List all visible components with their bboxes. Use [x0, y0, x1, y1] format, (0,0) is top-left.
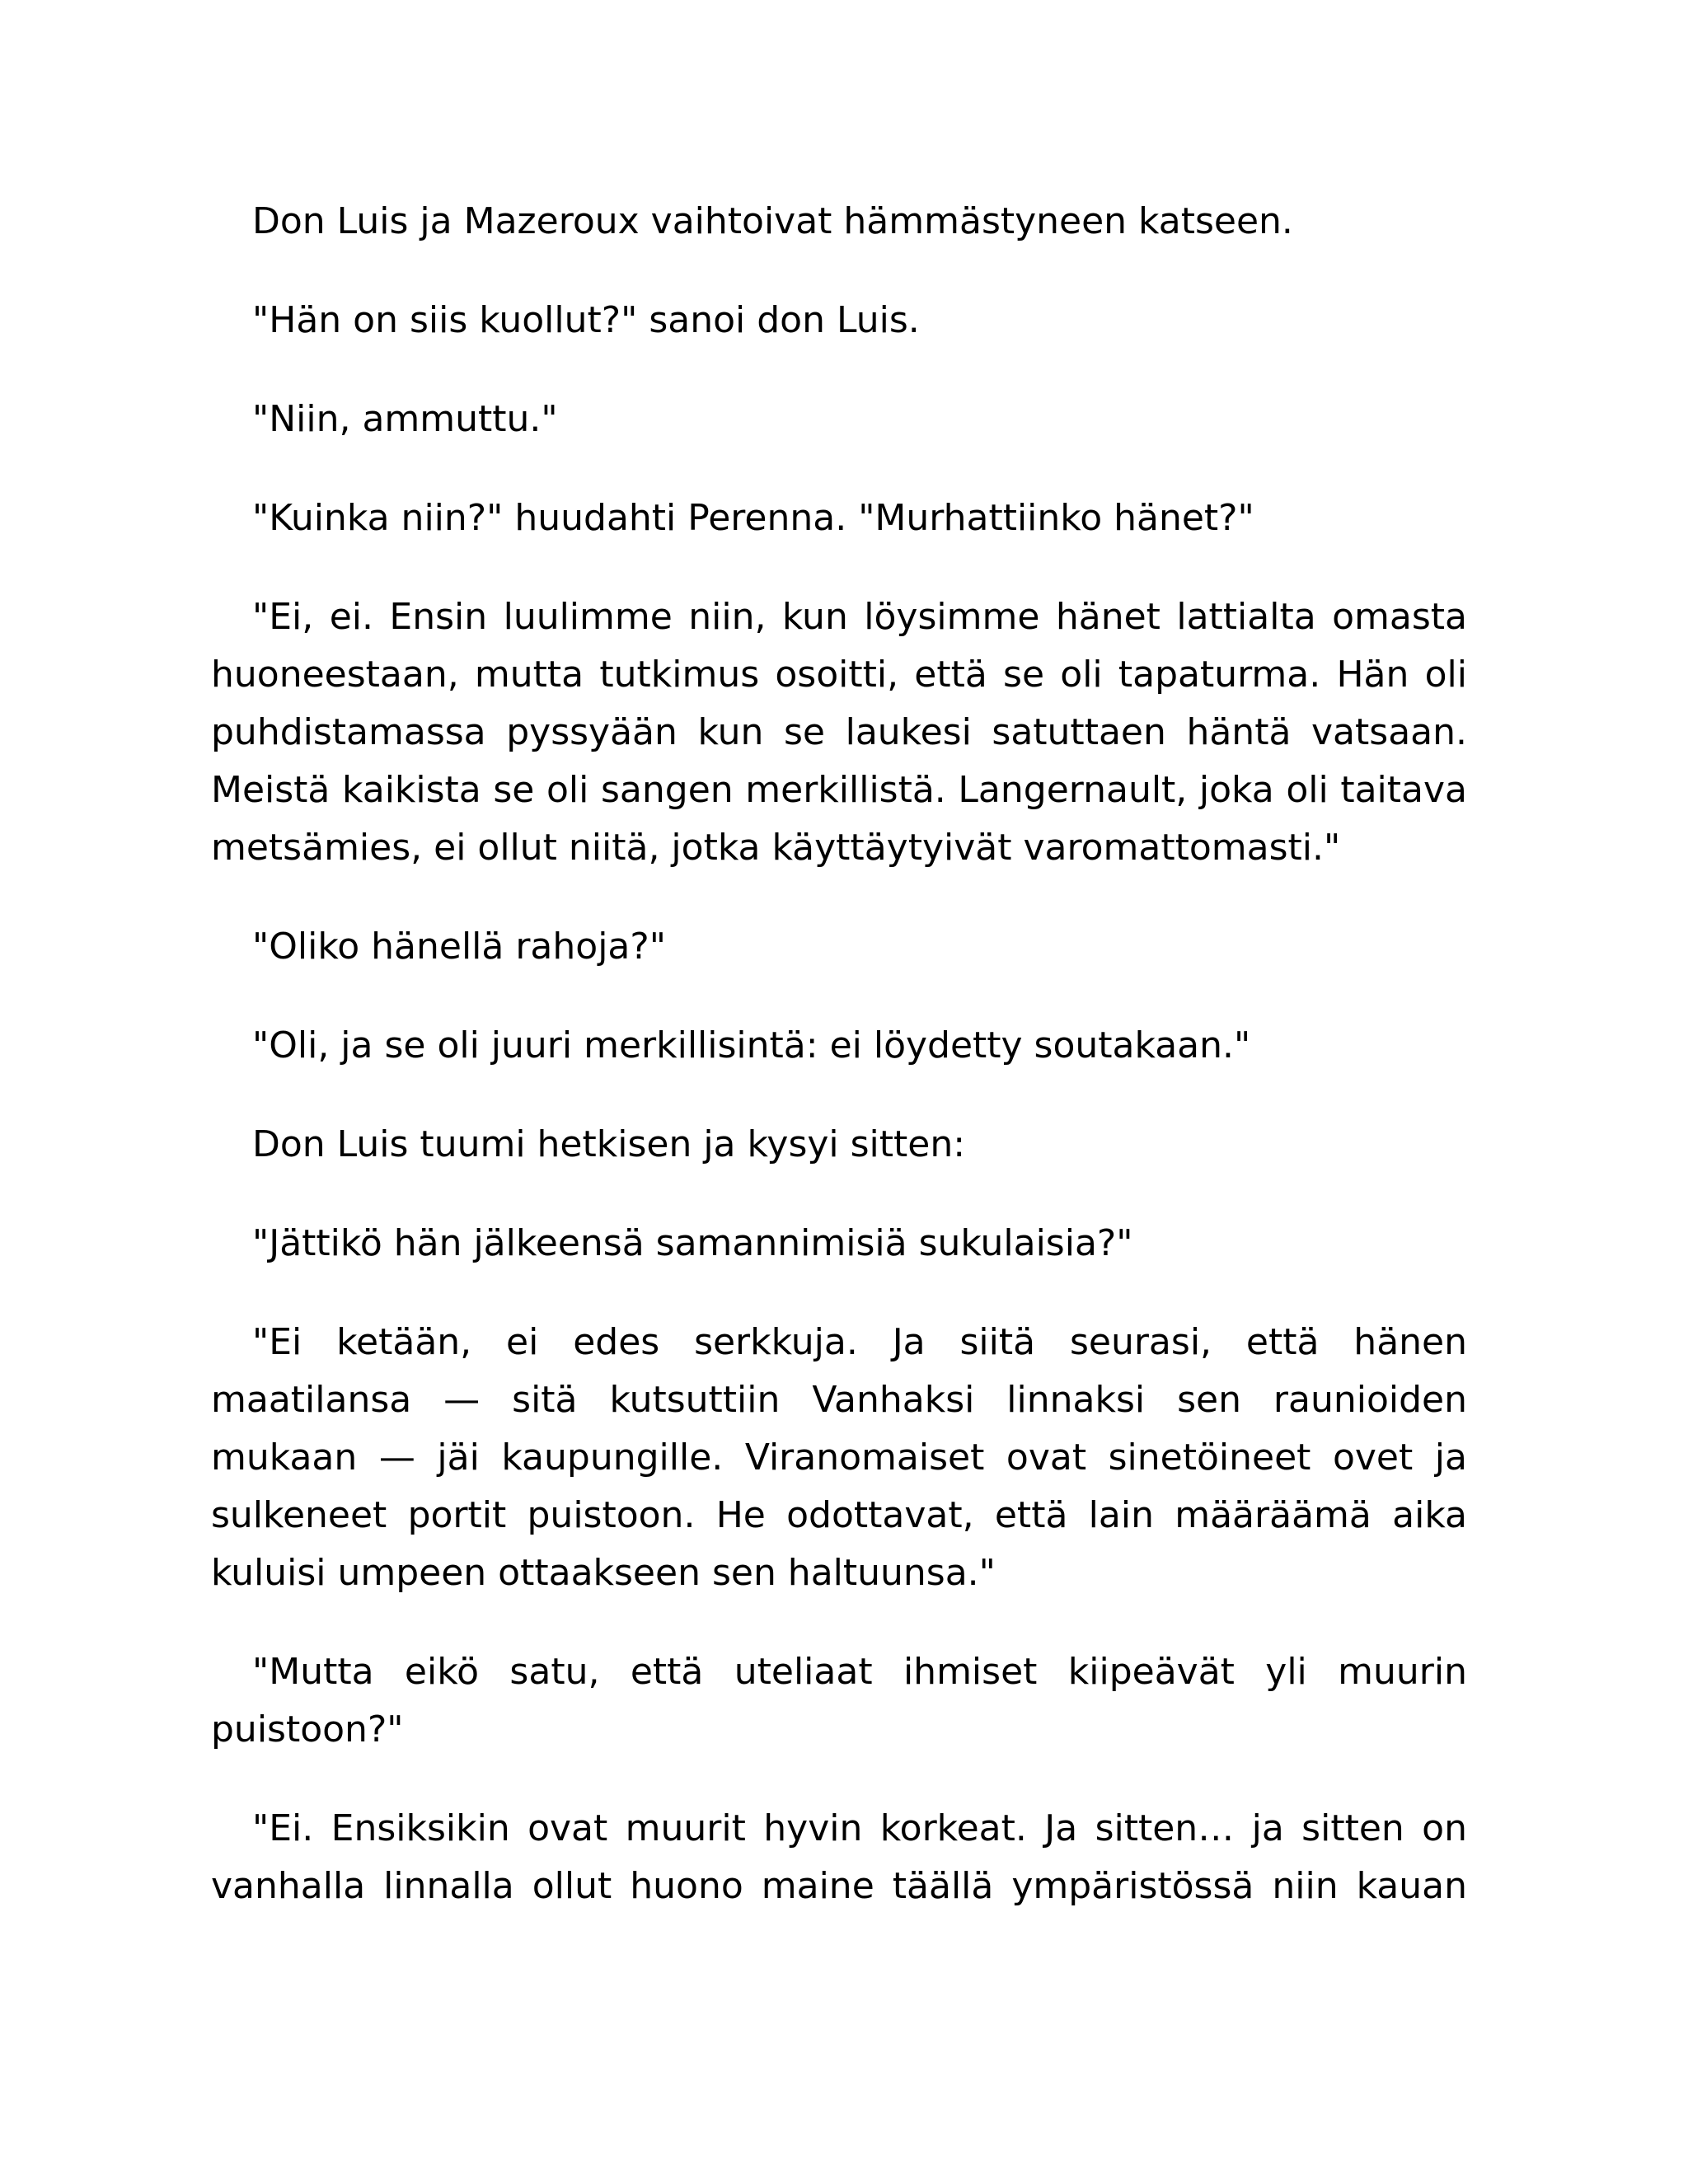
paragraph: Don Luis tuumi hetkisen ja kysyi sitten: — [252, 1123, 966, 1165]
paragraph: Don Luis ja Mazeroux vaihtoivat hämmästyneen katseen. — [252, 200, 1293, 242]
paragraph: "Niin, ammuttu." — [252, 398, 558, 440]
paragraph: "Mutta eikö satu, että uteliaat ihmiset kiipeävät yli muurin puistoon?" — [211, 1651, 1467, 1750]
paragraph: "Ei ketään, ei edes serkkuja. Ja siitä seurasi, että hänen maatilansa — sitä kutsuttiin Vanhaksi linnaksi sen raunioiden mukaan — jäi kaupungille. Viranomaiset ovat sinetöineet ovet ja sulkeneet portit puistoon. He odottavat, että lain määräämä aika kuluisi umpeen ottaakseen sen haltuunsa." — [211, 1321, 1467, 1594]
paragraph: "Oliko hänellä rahoja?" — [252, 926, 666, 968]
paragraph: "Ei, ei. Ensin luulimme niin, kun löysimme hänet lattialta omasta huoneestaan, mutta tutkimus osoitti, että se oli tapaturma. Hän oli puhdistamassa pyssyään kun se laukesi satuttaen häntä vatsaan. Meistä kaikista se oli sangen merkillistä. Langernault, joka oli taitava metsämies, ei ollut niitä, jotka käyttäytyivät varomattomasti." — [211, 596, 1467, 869]
body-text — [211, 193, 1467, 1915]
paragraph: "Ei. Ensiksikin ovat muurit hyvin korkeat. Ja sitten… ja sitten on vanhalla linnalla ollut huono maine täällä ympäristössä niin kauan — [211, 1807, 1467, 1907]
paragraph: "Jättikö hän jälkeensä samannimisiä sukulaisia?" — [252, 1222, 1133, 1264]
paragraph: "Oli, ja se oli juuri merkillisintä: ei löydetty soutakaan." — [252, 1024, 1251, 1066]
paragraph: "Hän on siis kuollut?" sanoi don Luis. — [252, 299, 920, 341]
paragraph: "Kuinka niin?" huudahti Perenna. "Murhattiinko hänet?" — [252, 497, 1254, 539]
